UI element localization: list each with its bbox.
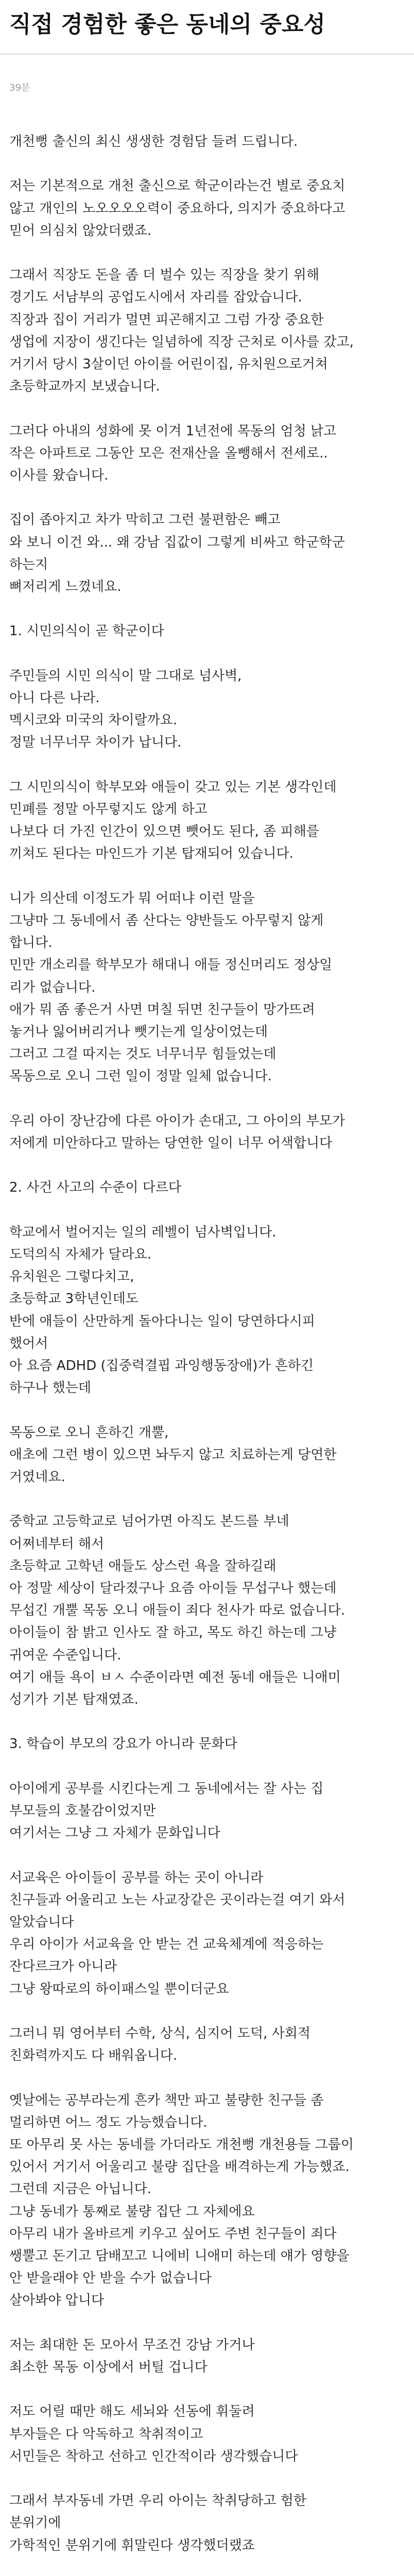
paragraph: 목동으로 오니 흔하긴 개뿔, 애초에 그런 병이 있으면 놔두지 않고 치료하는게 당연한 거였네요.: [9, 1425, 337, 1485]
paragraph: 저도 어릴 때만 해도 세뇌와 선동에 휘둘려 부자들은 다 악독하고 착취적이고 서민들은 착하고 선하고 인간적이라 생각했습니다: [9, 2404, 298, 2464]
section-heading: 2. 사건 사고의 수준이 다르다: [9, 1180, 182, 1196]
paragraph: 서교육은 아이들이 공부를 하는 곳이 아니라 친구들과 어울리고 노는 사교장같은 곳이라는걸 여기 와서 알았습니다 우리 아이가 서교육을 안 받는 건 교육체계에 적응하는 잔다르크가 아니라 그냥 왕따로의 하이패스일 뿐이더군요: [9, 1870, 346, 1997]
paragraph: 옛날에는 공부라는게 흔카 책만 파고 불량한 친구들 좀 멀리하면 어느 정도 가능했습니다. 또 아무리 못 사는 동네를 가더라도 개천뻥 개천용들 그룹이 있어서 거기서 어울리고 불량 집단을 배격하는게 가능했죠. 그런데 지금은 아닙니다. 그냥 동네가 통째로 불량 집단 그 자체에요 아무리 내가 올바르게 키우고 싶어도 주변 친구들이 죄다 쌩뿔고 돈기고 담배꼬고 니에비 니애미 하는데 얘가 영향을 안 받을래야 안 받을 수가 없습니다 살아봐야 압니다: [9, 2092, 354, 2309]
paragraph: 니가 의산데 이정도가 뭐 어떠냐 이런 말을 그냥마 그 동네에서 좀 산다는 양반들도 아무렇지 않게 합니다. 민만 개소리를 학부모가 해대니 애들 정신머리도 정상일 리가 없습니다. 애가 뭐 좀 좋은거 사면 며칠 뒤면 친구들이 망가뜨려 놓거나 잃어버리거나 뺏기는게 일상이었는데 그러고 그걸 따지는 것도 너무너무 힘들었는데 목동으로 오니 그런 일이 정말 일체 없습니다.: [9, 890, 333, 1084]
paragraph: 그래서 직장도 돈을 좀 더 벌수 있는 직장을 찾기 위해 경기도 서남부의 공업도시에서 자리를 잡았습니다. 직장과 집이 거리가 멀면 피곤해지고 그럼 가장 중요한 생업에 지장이 생긴다는 일념하에 직장 근처로 이사를 갔고, 거기서 당시 3살이던 아이를 어린이집, 유치원으로거쳐 초등학교까지 보냈습니다.: [9, 267, 354, 395]
paragraph: 그러다 아내의 성화에 못 이겨 1년전에 목동의 엄청 낡고 작은 아파트로 그동안 모은 전재산을 올뺑해서 전세로.. 이사를 왔습니다.: [9, 423, 337, 483]
paragraph: 저는 최대한 돈 모아서 무조건 강남 가거나 최소한 목동 이상에서 버틸 겁니다: [9, 2337, 255, 2376]
title-divider: [0, 54, 414, 55]
paragraph: 개천뻥 출신의 최신 생생한 경험담 들려 드립니다.: [9, 134, 298, 149]
paragraph: 그래서 부자동네 가면 우리 아이는 착취당하고 험한 분위기에 가학적인 분위기에 휘말린다 생각했더랬죠: [9, 2493, 307, 2553]
post-meta-views: 39분: [9, 82, 30, 93]
paragraph: 집이 좁아지고 차가 막히고 그런 불편함은 빼고 와 보니 이건 와... 왜 강남 집값이 그렇게 비싸고 학군학군 하는지 뼈저리게 느꼈네요.: [9, 512, 345, 595]
paragraph: 주민들의 시민 의식이 말 그대로 넘사벽, 아니 다른 나라. 멕시코와 미국의 차이랄까요. 정말 너무너무 차이가 납니다.: [9, 668, 242, 751]
post-title: 직접 경험한 좋은 동네의 중요성: [9, 11, 325, 38]
post-body: [9, 131, 406, 2576]
paragraph: 그 시민의식이 학부모와 애들이 갖고 있는 기본 생각인데 민폐를 정말 아무렇지도 않게 하고 나보다 더 가진 인간이 있으면 뺏어도 된다, 좀 피해를 끼쳐도 된다는 마인드가 기본 탑재되어 있습니다.: [9, 779, 337, 862]
paragraph: 우리 아이 장난감에 다른 아이가 손대고, 그 아이의 부모가 저에게 미안하다고 말하는 당연한 일이 너무 어색합니다: [9, 1113, 346, 1151]
paragraph: 그러니 뭐 영어부터 수학, 상식, 심지어 도덕, 사회적 친화력까지도 다 배워옵니다.: [9, 2026, 310, 2064]
paragraph: 아이에게 공부를 시킨다는게 그 동네에서는 잘 사는 집 부모들의 호불감이었지만 여기서는 그냥 그 자체가 문화입니다: [9, 1781, 324, 1841]
paragraph: 중학교 고등학교로 넘어가면 아직도 본드를 부네 어쩌네부터 해서 초등학교 고학년 애들도 상스런 욕을 잘하길래 아 정말 세상이 달라졌구나 요즘 아이들 무섭구나 했는데 무섭긴 개뿔 목동 오니 애들이 죄다 천사가 따로 없습니다. 아이들이 참 밝고 인사도 잘 하고, 목도 하긴 하는데 그냥 귀여운 수준입니다. 여기 애들 욕이 ㅂㅅ 수준이라면 예전 동네 애들은 니애미 성기가 기본 탑재였죠.: [9, 1514, 346, 1708]
paragraph: 학교에서 벌어지는 일의 레벨이 넘사벽입니다. 도덕의식 자체가 달라요. 유치원은 그렇다치고, 초등학교 3학년인데도 반에 애들이 산만하게 돌아다니는 일이 당연하다시피 했어서 아 요즘 ADHD (집중력결핍 과잉행동장애)가 흔하긴 하구나 했는데: [9, 1224, 315, 1396]
section-heading: 1. 시민의식이 곧 학군이다: [9, 623, 164, 639]
section-heading: 3. 학습이 부모의 강요가 아니라 문화다: [9, 1736, 237, 1752]
paragraph: 저는 기본적으로 개천 출신으로 학군이라는건 별로 중요치 않고 개인의 노오오오오력이 중요하다, 의지가 중요하다고 믿어 의심치 않았더랬죠.: [9, 178, 346, 239]
